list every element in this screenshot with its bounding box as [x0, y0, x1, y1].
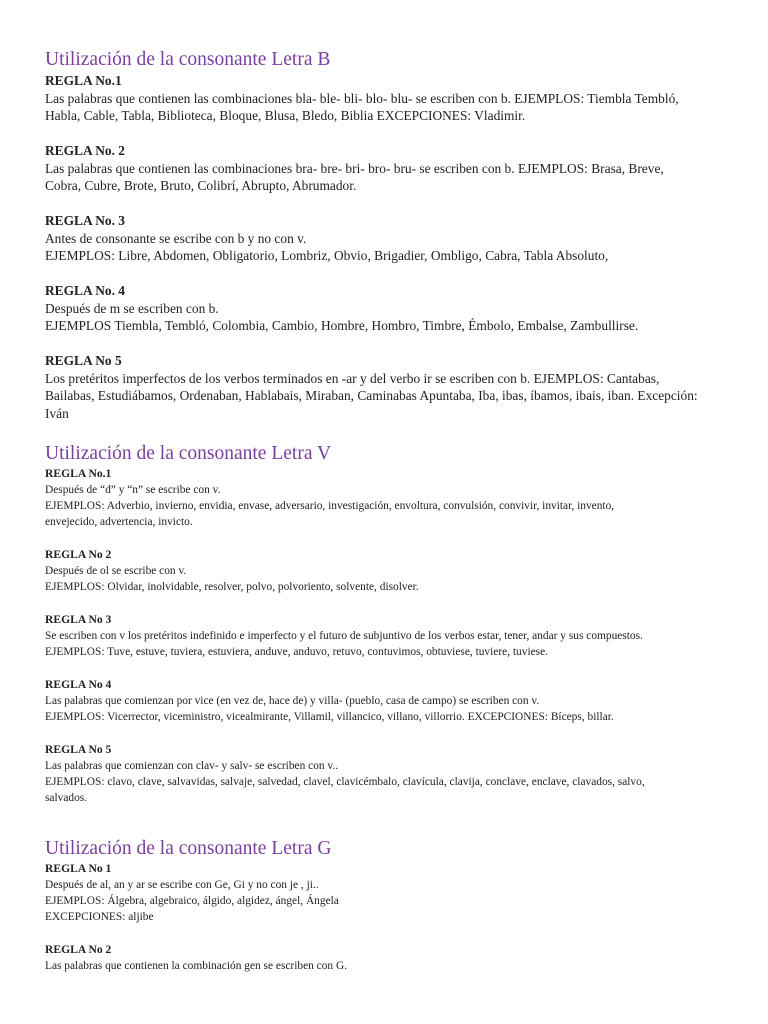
rule-text-line: Iván — [45, 405, 69, 421]
rule-block — [45, 212, 735, 265]
rule-text-line: Después de al, an y ar se escribe con Ge, Gi y no con je , ji.. — [45, 879, 319, 891]
rule-text-line: EXCEPCIONES: aljibe — [45, 911, 154, 923]
rule-block — [45, 466, 735, 530]
rule-heading: REGLA No 4 — [45, 678, 112, 691]
rule-text-line: EJEMPLOS Tiembla, Tembló, Colombia, Cambio, Hombre, Hombro, Timbre, Émbolo, Embalse, Zambullirse. — [45, 318, 639, 333]
rule-text-line: Los pretéritos imperfectos de los verbos terminados en -ar y del verbo ir se escriben con b. EJEMPLOS: Cantabas, — [45, 370, 660, 386]
rule-block — [45, 72, 735, 125]
rule-block — [45, 547, 735, 595]
rule-heading: REGLA No.1 — [45, 467, 112, 480]
rule-text-line: salvados. — [45, 792, 88, 804]
rule-text-line: EJEMPLOS: Adverbio, invierno, envidia, envase, adversario, investigación, envoltura, convulsión, convivir, invitar, invento, — [45, 500, 615, 512]
rule-text-line: EJEMPLOS: Olvidar, inolvidable, resolver, polvo, polvoriento, solvente, disolver. — [45, 581, 419, 593]
rule-text — [45, 958, 735, 974]
rule-heading: REGLA No 3 — [45, 613, 112, 626]
rule-text-line: EJEMPLOS: Tuve, estuve, tuviera, estuviera, anduve, anduvo, retuvo, contuvimos, obtuviese, tuviere, tuviese. — [45, 646, 549, 658]
rule-text — [45, 160, 735, 195]
rule-text-line: EJEMPLOS: Vicerrector, viceministro, vicealmirante, Villamil, villancico, villano, villorrio. EXCEPCIONES: Bíceps, billar. — [45, 711, 614, 723]
rule-text-line: Antes de consonante se escribe con b y no con v. — [45, 230, 307, 246]
rule-block — [45, 861, 735, 925]
rule-text-line: Habla, Cable, Tabla, Biblioteca, Bloque, Blusa, Bledo, Biblia EXCEPCIONES: Vladimir. — [45, 108, 526, 123]
rule-text-line: EJEMPLOS: clavo, clave, salvavidas, salvaje, salvedad, clavel, clavicémbalo, clavícula, clavija, conclave, enclave, clavados, salvo, — [45, 776, 645, 788]
rule-text — [45, 300, 735, 335]
section-letra-g — [45, 837, 735, 991]
rule-text — [45, 877, 735, 925]
rule-block — [45, 612, 735, 660]
rule-text-line: Bailabas, Estudiábamos, Ordenaban, Hablabais, Miraban, Caminabas Apuntaba, Iba, ibas, íbamos, ibais, iban. Excepción: — [45, 388, 698, 403]
rule-block — [45, 677, 735, 725]
rule-block — [45, 742, 735, 806]
rule-heading: REGLA No 2 — [45, 943, 112, 956]
rule-text — [45, 563, 735, 595]
rule-text-line: EJEMPLOS: Álgebra, algebraico, álgido, algidez, ángel, Ángela — [45, 895, 339, 907]
rule-heading: REGLA No 1 — [45, 862, 112, 875]
section-title: Utilización de la consonante Letra B — [45, 49, 331, 70]
section-letra-v — [45, 442, 735, 823]
rule-text-line: Cobra, Cubre, Brote, Bruto, Colibrí, Abrupto, Abrumador. — [45, 178, 357, 193]
rule-block — [45, 282, 735, 335]
rule-text-line: Después de m se escriben con b. — [45, 300, 219, 316]
rule-text — [45, 758, 735, 806]
rule-block — [45, 352, 735, 422]
rule-heading: REGLA No. 2 — [45, 143, 125, 158]
rule-text — [45, 693, 735, 725]
rule-text-line: EJEMPLOS: Libre, Abdomen, Obligatorio, Lombriz, Obvio, Brigadier, Ombligo, Cabra, Tabla Absoluto, — [45, 248, 609, 263]
rule-heading: REGLA No. 4 — [45, 283, 125, 298]
rule-text-line: Las palabras que contienen las combinaciones bra- bre- bri- bro- bru- se escriben con b. EJEMPLOS: Brasa, Breve, — [45, 160, 664, 176]
rule-text-line: Las palabras que contienen la combinación gen se escriben con G. — [45, 960, 348, 972]
rule-heading: REGLA No 5 — [45, 743, 112, 756]
rule-text — [45, 482, 735, 530]
rule-text — [45, 90, 735, 125]
rule-text-line: Las palabras que comienzan con clav- y salv- se escriben con v.. — [45, 760, 339, 772]
rule-text — [45, 628, 735, 660]
rule-block — [45, 142, 735, 195]
rule-heading: REGLA No 5 — [45, 353, 122, 368]
rule-text — [45, 230, 735, 265]
section-title: Utilización de la consonante Letra V — [45, 443, 332, 464]
rule-text-line: Las palabras que contienen las combinaciones bla- ble- bli- blo- blu- se escriben con b. EJEMPLOS: Tiembla Tembló, — [45, 90, 679, 106]
rule-text-line: Las palabras que comienzan por vice (en vez de, hace de) y villa- (pueblo, casa de campo) se escriben con v. — [45, 695, 540, 707]
rule-heading: REGLA No. 3 — [45, 213, 125, 228]
rule-text-line: Se escriben con v los pretéritos indefinido e imperfecto y el futuro de subjuntivo de los verbos estar, tener, andar y sus compuestos. — [45, 630, 643, 642]
section-title: Utilización de la consonante Letra G — [45, 838, 332, 859]
rule-heading: REGLA No.1 — [45, 73, 122, 88]
rule-text-line: Después de “d” y “n” se escribe con v. — [45, 484, 221, 496]
section-letra-b — [45, 48, 735, 440]
rule-text-line: envejecido, advertencia, invicto. — [45, 516, 193, 528]
rule-heading: REGLA No 2 — [45, 548, 112, 561]
rule-text-line: Después de ol se escribe con v. — [45, 565, 187, 577]
rule-block — [45, 942, 735, 974]
rule-text — [45, 370, 735, 423]
